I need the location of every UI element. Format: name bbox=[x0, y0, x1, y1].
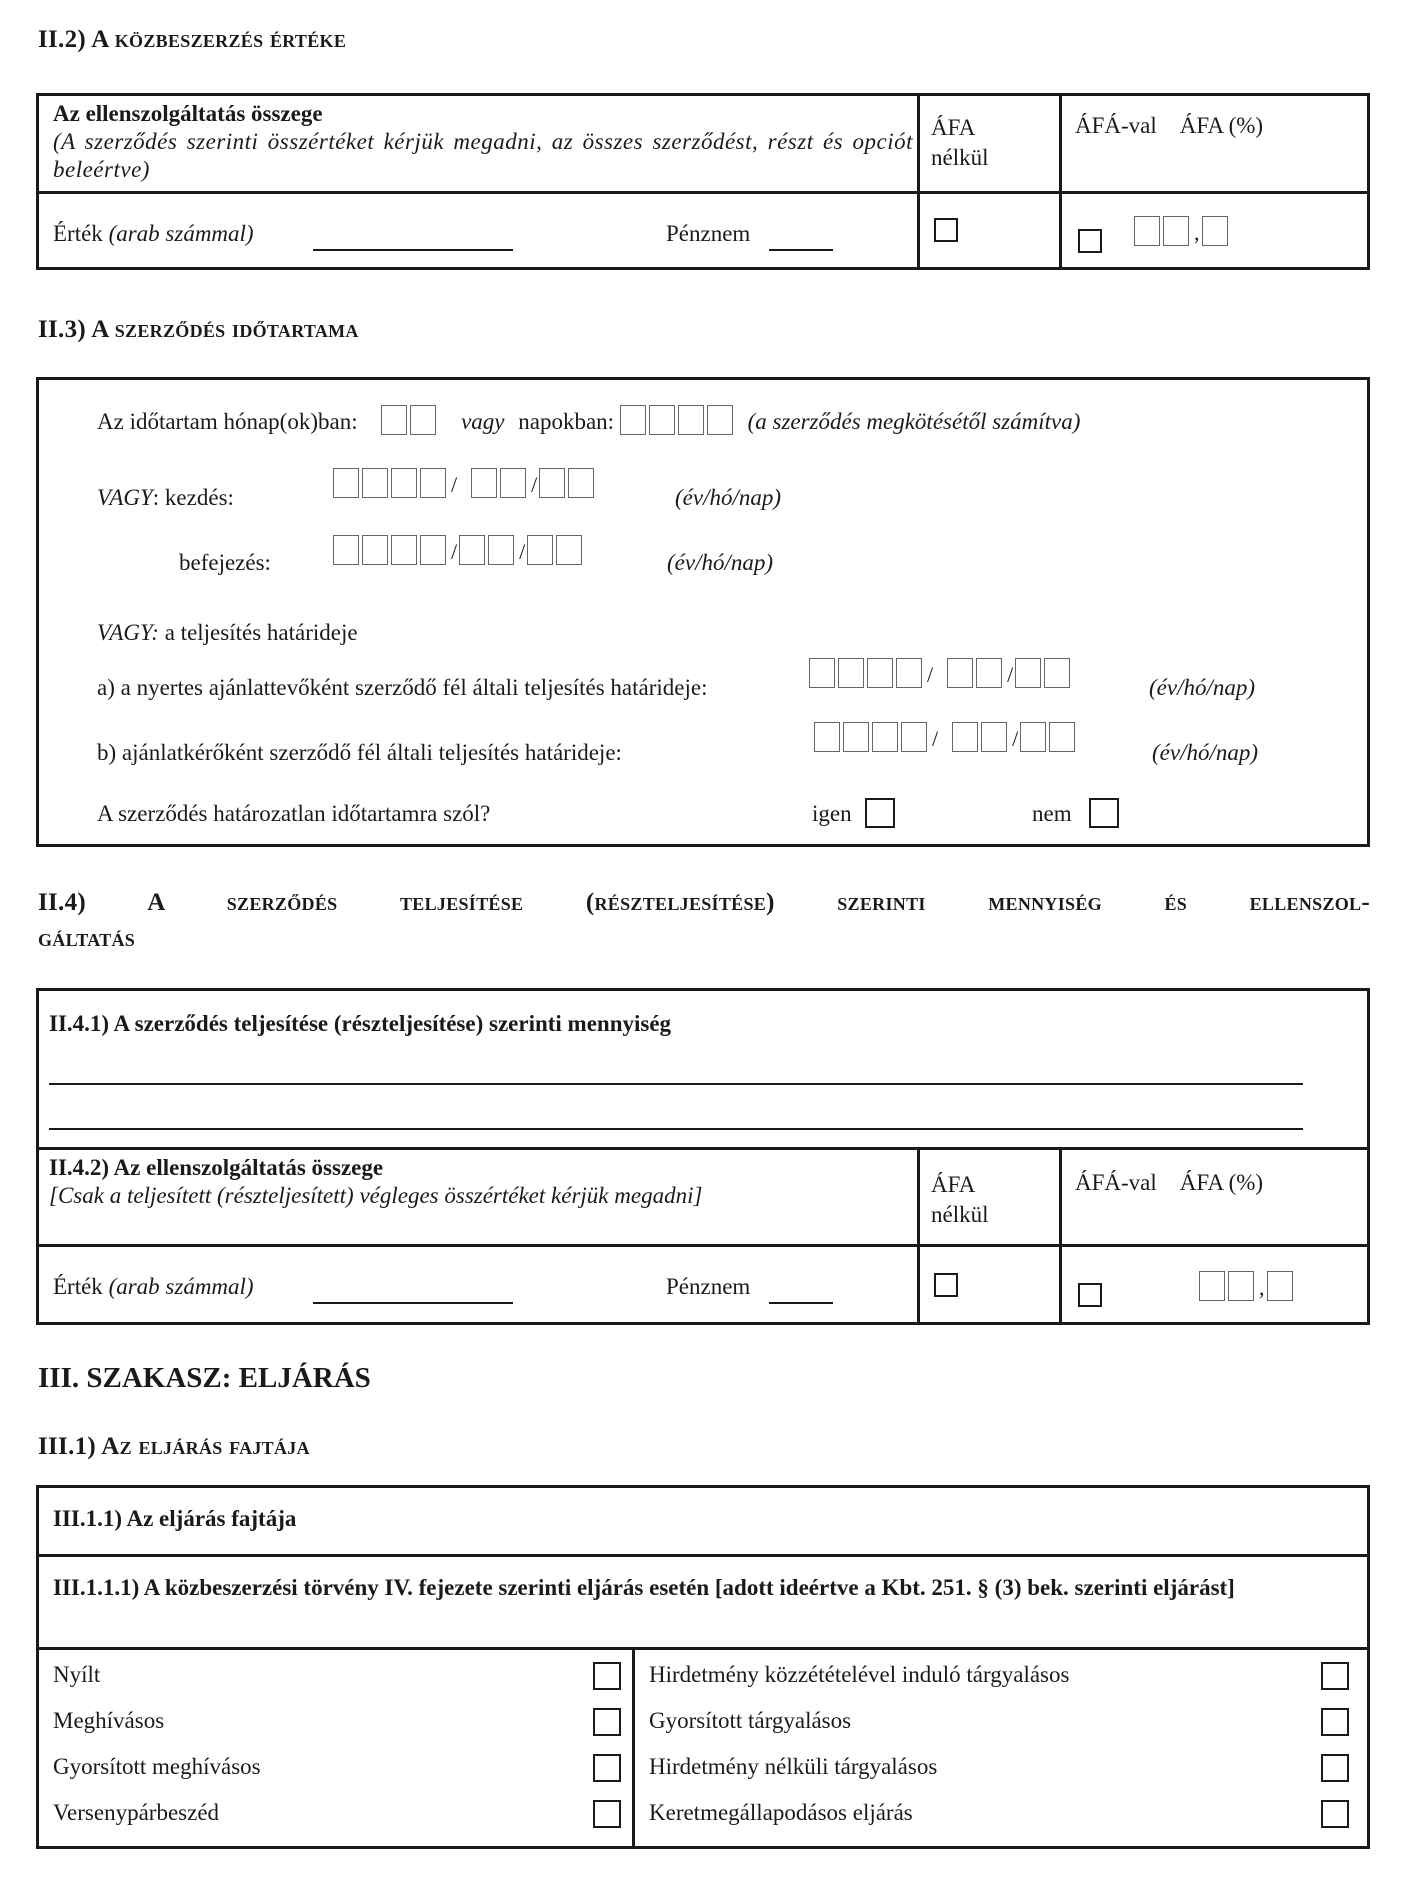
afa-nelkul-label: ÁFA nélkül bbox=[931, 115, 989, 170]
afa-pct-boxes[interactable]: , bbox=[1134, 216, 1231, 246]
option-meghivasos[interactable]: Meghívásos bbox=[53, 1708, 621, 1754]
option-hirdetmeny-targyalasos-checkbox[interactable] bbox=[1321, 1662, 1349, 1690]
option-gyorsitott-meghivasos[interactable]: Gyorsított meghívásos bbox=[53, 1754, 621, 1800]
ertek-row: Érték (arab számmal) bbox=[53, 221, 254, 246]
afaval-checkbox[interactable] bbox=[1078, 229, 1102, 253]
start-date-boxes[interactable]: / / bbox=[333, 468, 597, 498]
penznem-label: Pénznem bbox=[666, 221, 751, 246]
penznem-field[interactable] bbox=[769, 248, 833, 251]
afaval-label: ÁFÁ-val ÁFA (%) bbox=[1075, 113, 1264, 138]
section-heading-ii4: II.4) A szerződés teljesítése (részteljesítése) szerinti mennyiség és ellenszol- gáltatás bbox=[38, 889, 1370, 952]
afa-pct-boxes-2[interactable]: , bbox=[1199, 1271, 1296, 1301]
duration-months-row: Az időtartam hónap(ok)ban: vagy napokban: (a szerződés megkötésétől számítva) bbox=[97, 405, 1080, 435]
option-versenyparbeszed-checkbox[interactable] bbox=[593, 1800, 621, 1828]
nem-label: nem bbox=[1032, 801, 1072, 826]
deadline-b-boxes[interactable]: / / bbox=[814, 722, 1078, 752]
final-value-title: II.4.2) Az ellenszolgáltatás összege bbox=[49, 1155, 384, 1180]
deadline-a-label: a) a nyertes ajánlattevőként szerződő fél általi teljesítés határideje: bbox=[97, 675, 708, 700]
procedure-type-title: III.1.1) Az eljárás fajtája bbox=[53, 1506, 297, 1531]
quantity-title: II.4.1) A szerződés teljesítése (részteljesítése) szerinti mennyiség bbox=[49, 1011, 672, 1036]
option-keretmegallapodasos[interactable]: Keretmegállapodásos eljárás bbox=[649, 1800, 1349, 1846]
option-keretmegallapodasos-checkbox[interactable] bbox=[1321, 1800, 1349, 1828]
afa-nelkul-checkbox-2[interactable] bbox=[934, 1273, 958, 1297]
days-box[interactable] bbox=[620, 405, 646, 435]
end-label: befejezés: bbox=[179, 550, 271, 575]
section-heading-ii2: II.2) A közbeszerzés értéke bbox=[38, 26, 347, 53]
end-date-format: (év/hó/nap) bbox=[667, 550, 774, 575]
afa-nelkul-label-2: ÁFA nélkül bbox=[931, 1172, 989, 1227]
afaval-checkbox-2[interactable] bbox=[1078, 1283, 1102, 1307]
end-date-boxes[interactable]: / / bbox=[333, 535, 585, 565]
option-versenyparbeszed[interactable]: Versenypárbeszéd bbox=[53, 1800, 621, 1846]
ertek-row-2: Érték (arab számmal) bbox=[53, 1274, 254, 1299]
value-note: (A szerződés szerinti összértéket kérjük megadni, az összes szerződést, részt és opciót beleértve) bbox=[53, 129, 913, 182]
months-box[interactable] bbox=[381, 405, 407, 435]
left-options bbox=[53, 1662, 621, 1846]
section-heading-ii3: II.3) A szerződés időtartama bbox=[38, 316, 359, 343]
afa-nelkul-checkbox[interactable] bbox=[934, 218, 958, 242]
afaval-label-2: ÁFÁ-val ÁFA (%) bbox=[1075, 1170, 1264, 1195]
procedure-type-box bbox=[36, 1485, 1370, 1849]
start-label: VAGY: kezdés: bbox=[97, 485, 234, 510]
quantity-table bbox=[36, 988, 1370, 1325]
nem-checkbox[interactable] bbox=[1089, 798, 1119, 828]
deadline-b-label: b) ajánlatkérőként szerződő fél általi teljesítés határideje: bbox=[97, 740, 622, 765]
right-options bbox=[649, 1662, 1349, 1846]
value-table-ii2 bbox=[36, 93, 1370, 270]
duration-box bbox=[36, 377, 1370, 847]
deadline-label: VAGY: a teljesítés határideje bbox=[97, 620, 358, 645]
option-gyorsitott-targyalasos[interactable]: Gyorsított tárgyalásos bbox=[649, 1708, 1349, 1754]
quantity-line-1[interactable] bbox=[49, 1083, 1303, 1085]
option-hirdetmeny-nelkuli-checkbox[interactable] bbox=[1321, 1754, 1349, 1782]
section-heading-iii1: III.1) Az eljárás fajtája bbox=[38, 1433, 310, 1460]
option-meghivasos-checkbox[interactable] bbox=[593, 1708, 621, 1736]
option-hirdetmeny-nelkuli[interactable]: Hirdetmény nélküli tárgyalásos bbox=[649, 1754, 1349, 1800]
option-gyorsitott-meghivasos-checkbox[interactable] bbox=[593, 1754, 621, 1782]
deadline-b-format: (év/hó/nap) bbox=[1152, 740, 1259, 765]
deadline-a-boxes[interactable]: / / bbox=[809, 658, 1073, 688]
final-value-note: [Csak a teljesített (részteljesített) végleges összértéket kérjük megadni] bbox=[49, 1183, 703, 1208]
ertek-field[interactable] bbox=[313, 248, 513, 251]
start-date-format: (év/hó/nap) bbox=[675, 485, 782, 510]
penznem-field-2[interactable] bbox=[769, 1301, 833, 1304]
igen-checkbox[interactable] bbox=[865, 798, 895, 828]
option-gyorsitott-targyalasos-checkbox[interactable] bbox=[1321, 1708, 1349, 1736]
igen-label: igen bbox=[812, 801, 852, 826]
deadline-a-format: (év/hó/nap) bbox=[1149, 675, 1256, 700]
indefinite-label: A szerződés határozatlan időtartamra szól? bbox=[97, 801, 491, 826]
option-nyilt[interactable]: Nyílt bbox=[53, 1662, 621, 1708]
section-heading-iii: III. SZAKASZ: ELJÁRÁS bbox=[38, 1362, 371, 1394]
procedure-type-subtitle: III.1.1.1) A közbeszerzési törvény IV. fejezete szerinti eljárás esetén [adott ideértve a Kbt. 251. § (3) bek. szerinti eljárást] bbox=[53, 1575, 1235, 1600]
option-nyilt-checkbox[interactable] bbox=[593, 1662, 621, 1690]
ertek-field-2[interactable] bbox=[313, 1301, 513, 1304]
option-hirdetmeny-targyalasos[interactable]: Hirdetmény közzétételével induló tárgyalásos bbox=[649, 1662, 1349, 1708]
quantity-line-2[interactable] bbox=[49, 1128, 1303, 1130]
penznem-label-2: Pénznem bbox=[666, 1274, 751, 1299]
value-title: Az ellenszolgáltatás összege bbox=[53, 101, 323, 126]
